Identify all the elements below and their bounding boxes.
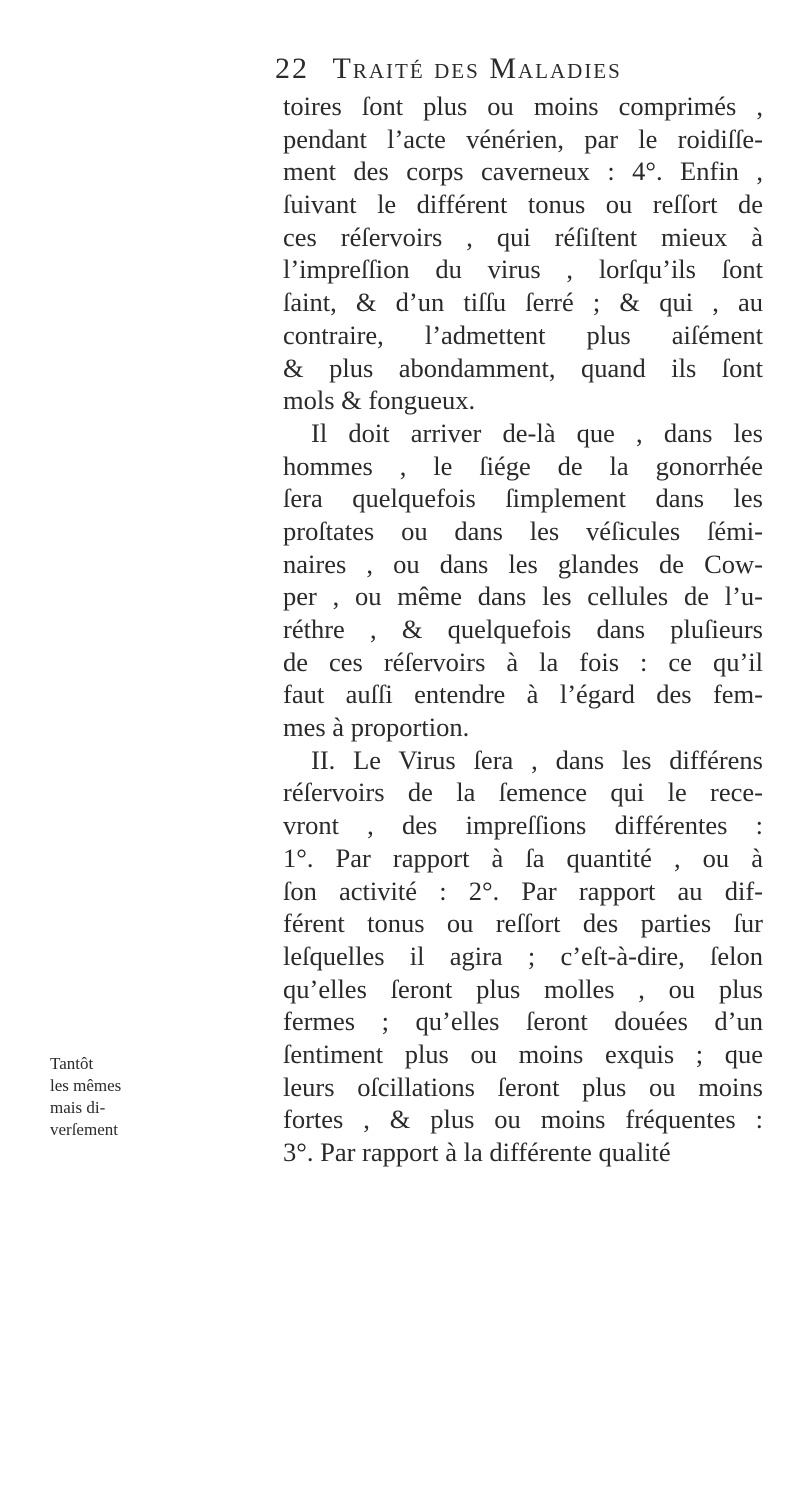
text-line: per , ou même dans les cellules de l’u-: [283, 581, 763, 612]
text-line: fermes ; qu’elles ſeront douées d’un: [283, 1006, 763, 1037]
text-line: fortes , & plus ou moins fréquentes :: [283, 1104, 763, 1135]
margin-note-line: verſement: [50, 1120, 118, 1139]
margin-note: [50, 1053, 290, 1141]
text-line: de ces réſervoirs à la fois : ce qu’il: [283, 646, 763, 677]
text-line: naires , ou dans les glandes de Cow-: [283, 548, 763, 579]
text-line: ſaint, & d’un tiſſu ſerré ; & qui , au: [283, 287, 763, 318]
text-line: ces réſervoirs , qui réſiſtent mieux à: [283, 221, 763, 252]
text-line: 3°. Par rapport à la différente qualité: [283, 1137, 671, 1167]
margin-note-line: Tantôt: [50, 1054, 94, 1073]
text-line: contraire, l’admettent plus aiſément: [283, 319, 763, 350]
margin-note-line: mais di-: [50, 1098, 106, 1117]
page-number: 22: [275, 52, 309, 85]
text-line: II. Le Virus ſera , dans les différens: [311, 744, 763, 775]
text-line: mes à proportion.: [283, 712, 470, 743]
text-line: leurs oſcillations ſeront plus ou moins: [283, 1071, 763, 1102]
text-line: proſtates ou dans les véſicules ſémi-: [283, 515, 763, 546]
text-line: mols & fongueux.: [283, 385, 476, 416]
text-line: réſervoirs de la ſemence qui le rece-: [283, 777, 763, 808]
text-line: leſquelles il agira ; c’eſt-à-dire, ſelon: [283, 940, 763, 971]
body-text: [283, 90, 763, 1169]
text-line: ment des corps caverneux : 4°. Enfin ,: [283, 156, 763, 187]
text-line: ſon activité : 2°. Par rapport au dif-: [283, 875, 763, 906]
text-line: qu’elles ſeront plus molles , ou plus: [283, 973, 763, 1004]
text-line: & plus abondamment, quand ils ſont: [283, 352, 763, 383]
text-line: toires ſont plus ou moins comprimés ,: [283, 91, 763, 121]
text-line: réthre , & quelquefois dans pluſieurs: [283, 614, 763, 644]
text-line: ſentiment plus ou moins exquis ; que: [283, 1038, 763, 1069]
text-line: ſuivant le différent tonus ou reſſort de: [283, 189, 763, 220]
margin-note-line: les mêmes: [50, 1076, 122, 1095]
text-line: l’impreſſion du virus , lorſqu’ils ſont: [283, 254, 763, 285]
text-line: pendant l’acte vénérien, par le roidiſſe-: [283, 123, 763, 154]
text-line: hommes , le ſiége de la gonorrhée: [283, 450, 763, 481]
text-line: Il doit arriver de-là que , dans les: [311, 417, 763, 448]
text-line: ſera quelquefois ſimplement dans les: [283, 483, 763, 514]
text-line: 1°. Par rapport à ſa quantité , ou à: [283, 842, 763, 873]
text-line: férent tonus ou reſſort des parties ſur: [283, 908, 763, 939]
text-line: vront , des impreſſions différentes :: [283, 810, 763, 841]
text-line: faut auſſi entendre à l’égard des fem-: [283, 679, 763, 710]
running-title: Traité des Maladies: [332, 52, 622, 85]
